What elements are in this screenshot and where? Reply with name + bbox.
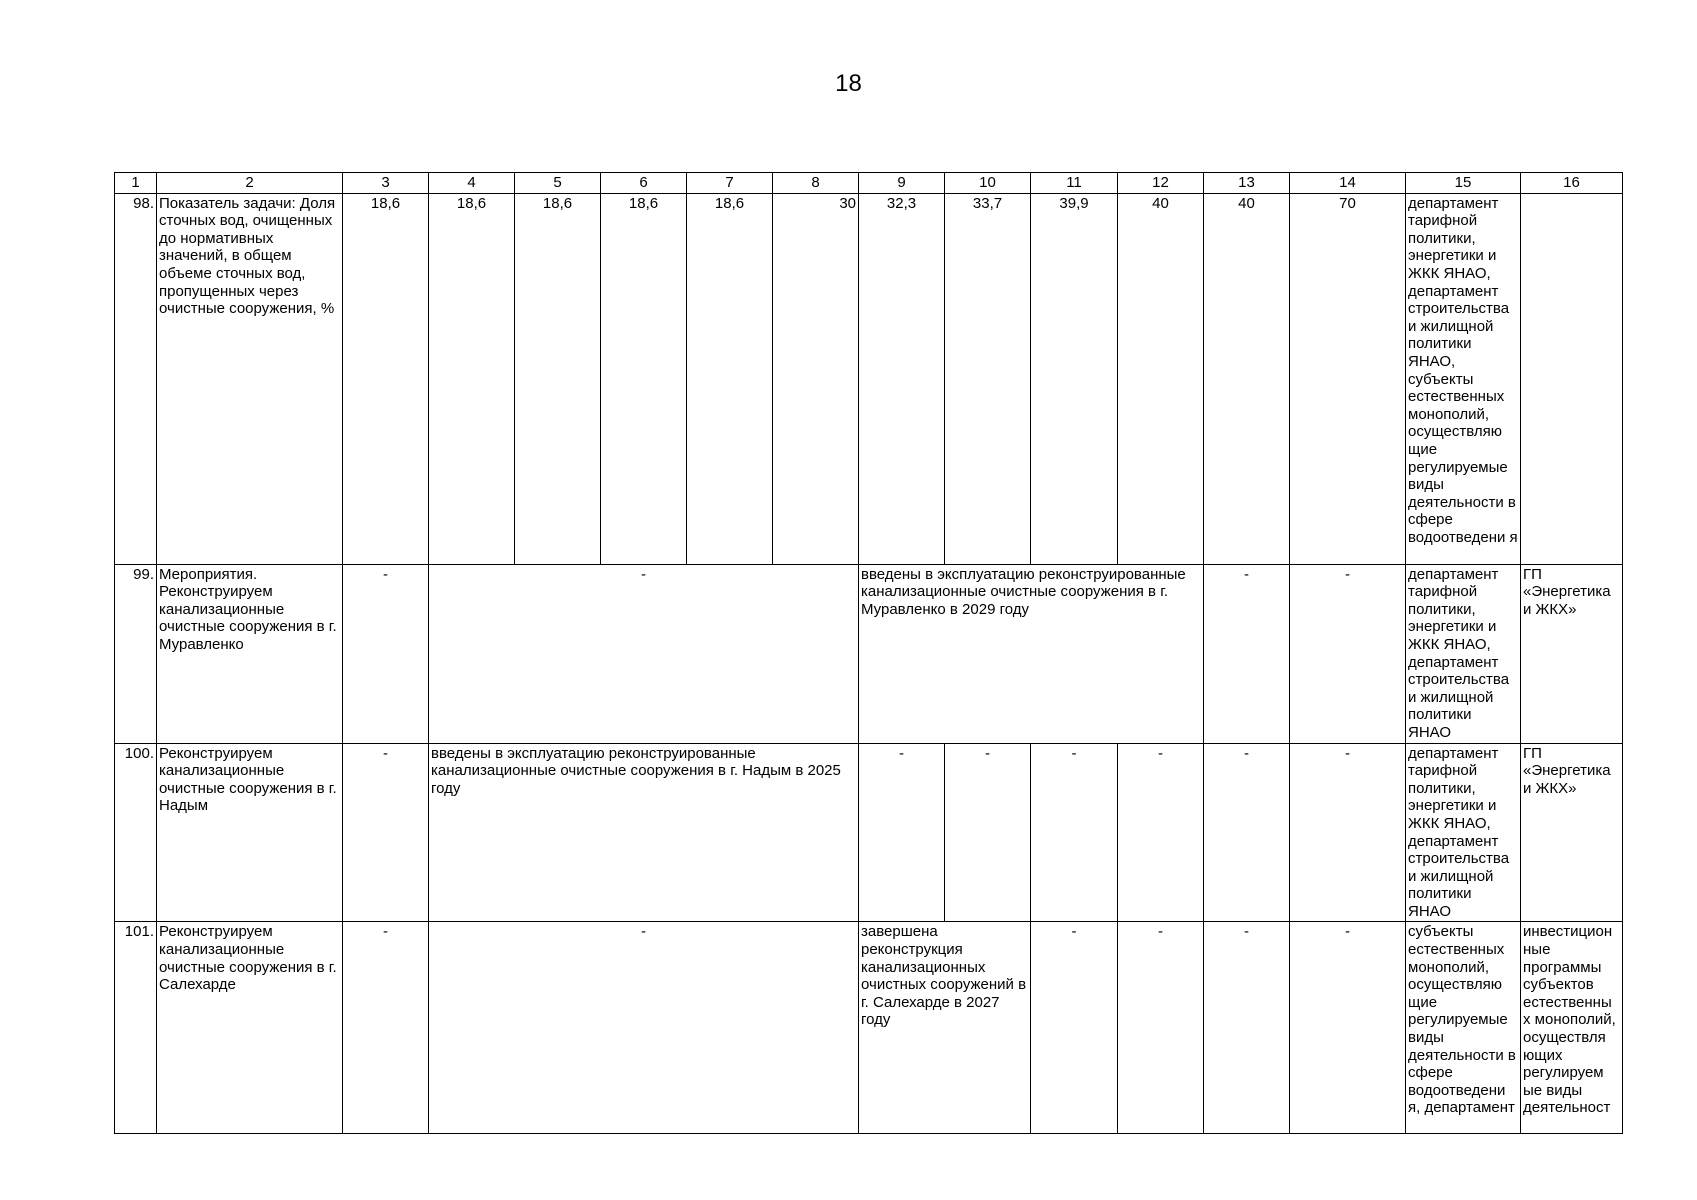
header-cell: 5 xyxy=(515,173,601,194)
value-cell: 18,6 xyxy=(429,193,515,564)
executor-cell: департамент тарифной политики, энергетики и ЖКК ЯНАО, департамент строительства и жилищной политики ЯНАО, субъекты естественных монополий, осуществляю щие регулируемые виды деятельности в сфере водоотведени я xyxy=(1406,193,1521,564)
executor-cell: департамент тарифной политики, энергетики и ЖКК ЯНАО, департамент строительства и жилищной политики ЯНАО xyxy=(1406,743,1521,922)
value-cell: 70 xyxy=(1290,193,1406,564)
value-cell: - xyxy=(1290,743,1406,922)
program-cell xyxy=(1521,193,1623,564)
value-cell: - xyxy=(1031,743,1118,922)
header-cell: 11 xyxy=(1031,173,1118,194)
indicators-table xyxy=(114,172,1623,1134)
value-cell-merged: - xyxy=(429,564,859,743)
value-cell: 40 xyxy=(1204,193,1290,564)
table-row xyxy=(115,193,1623,564)
value-cell: - xyxy=(945,743,1031,922)
value-cell: - xyxy=(1118,743,1204,922)
value-cell: 18,6 xyxy=(687,193,773,564)
value-cell-merged: - xyxy=(429,922,859,1134)
header-cell: 2 xyxy=(157,173,343,194)
value-cell: - xyxy=(343,922,429,1134)
header-cell: 3 xyxy=(343,173,429,194)
header-cell: 4 xyxy=(429,173,515,194)
header-cell: 6 xyxy=(601,173,687,194)
value-cell: - xyxy=(343,743,429,922)
value-cell: - xyxy=(1031,922,1118,1134)
header-cell: 13 xyxy=(1204,173,1290,194)
value-cell: - xyxy=(1204,922,1290,1134)
row-name: Показатель задачи: Доля сточных вод, очищенных до нормативных значений, в общем объеме сточных вод, пропущенных через очистные сооружения, % xyxy=(157,193,343,564)
value-cell: - xyxy=(859,743,945,922)
header-cell: 9 xyxy=(859,173,945,194)
value-cell: 33,7 xyxy=(945,193,1031,564)
value-cell: 39,9 xyxy=(1031,193,1118,564)
value-cell-merged: введены в эксплуатацию реконструированные канализационные очистные сооружения в г. Муравленко в 2029 году xyxy=(859,564,1204,743)
program-cell: инвестицион ные программы субъектов естественны х монополий, осуществля ющих регулируем ые виды деятельност xyxy=(1521,922,1623,1134)
value-cell: 18,6 xyxy=(343,193,429,564)
page-number: 18 xyxy=(835,70,862,97)
header-cell: 7 xyxy=(687,173,773,194)
value-cell: - xyxy=(1118,922,1204,1134)
header-cell: 10 xyxy=(945,173,1031,194)
row-name: Мероприятия. Реконструируем канализационные очистные сооружения в г. Муравленко xyxy=(157,564,343,743)
value-cell: - xyxy=(1290,922,1406,1134)
value-cell: - xyxy=(343,564,429,743)
value-cell: 18,6 xyxy=(515,193,601,564)
value-cell: 30 xyxy=(773,193,859,564)
header-cell: 16 xyxy=(1521,173,1623,194)
row-name: Реконструируем канализационные очистные сооружения в г. Надым xyxy=(157,743,343,922)
value-cell-merged: введены в эксплуатацию реконструированные канализационные очистные сооружения в г. Надым в 2025 году xyxy=(429,743,859,922)
header-cell: 1 xyxy=(115,173,157,194)
table-row xyxy=(115,743,1623,922)
header-cell: 15 xyxy=(1406,173,1521,194)
program-cell: ГП «Энергетика и ЖКХ» xyxy=(1521,743,1623,922)
value-cell: - xyxy=(1204,743,1290,922)
row-number: 98. xyxy=(115,193,157,564)
executor-cell: субъекты естественных монополий, осуществляю щие регулируемые виды деятельности в сфере водоотведени я, департамент xyxy=(1406,922,1521,1134)
row-number: 99. xyxy=(115,564,157,743)
table-row xyxy=(115,564,1623,743)
program-cell: ГП «Энергетика и ЖКХ» xyxy=(1521,564,1623,743)
header-cell: 14 xyxy=(1290,173,1406,194)
value-cell: - xyxy=(1290,564,1406,743)
header-cell: 12 xyxy=(1118,173,1204,194)
header-row xyxy=(115,173,1623,194)
header-cell: 8 xyxy=(773,173,859,194)
value-cell: 32,3 xyxy=(859,193,945,564)
table-row xyxy=(115,922,1623,1134)
executor-cell: департамент тарифной политики, энергетики и ЖКК ЯНАО, департамент строительства и жилищной политики ЯНАО xyxy=(1406,564,1521,743)
row-name: Реконструируем канализационные очистные сооружения в г. Салехарде xyxy=(157,922,343,1134)
row-number: 100. xyxy=(115,743,157,922)
row-number: 101. xyxy=(115,922,157,1134)
value-cell-merged: завершена реконструкция канализационных очистных сооружений в г. Салехарде в 2027 году xyxy=(859,922,1031,1134)
value-cell: - xyxy=(1204,564,1290,743)
value-cell: 18,6 xyxy=(601,193,687,564)
value-cell: 40 xyxy=(1118,193,1204,564)
